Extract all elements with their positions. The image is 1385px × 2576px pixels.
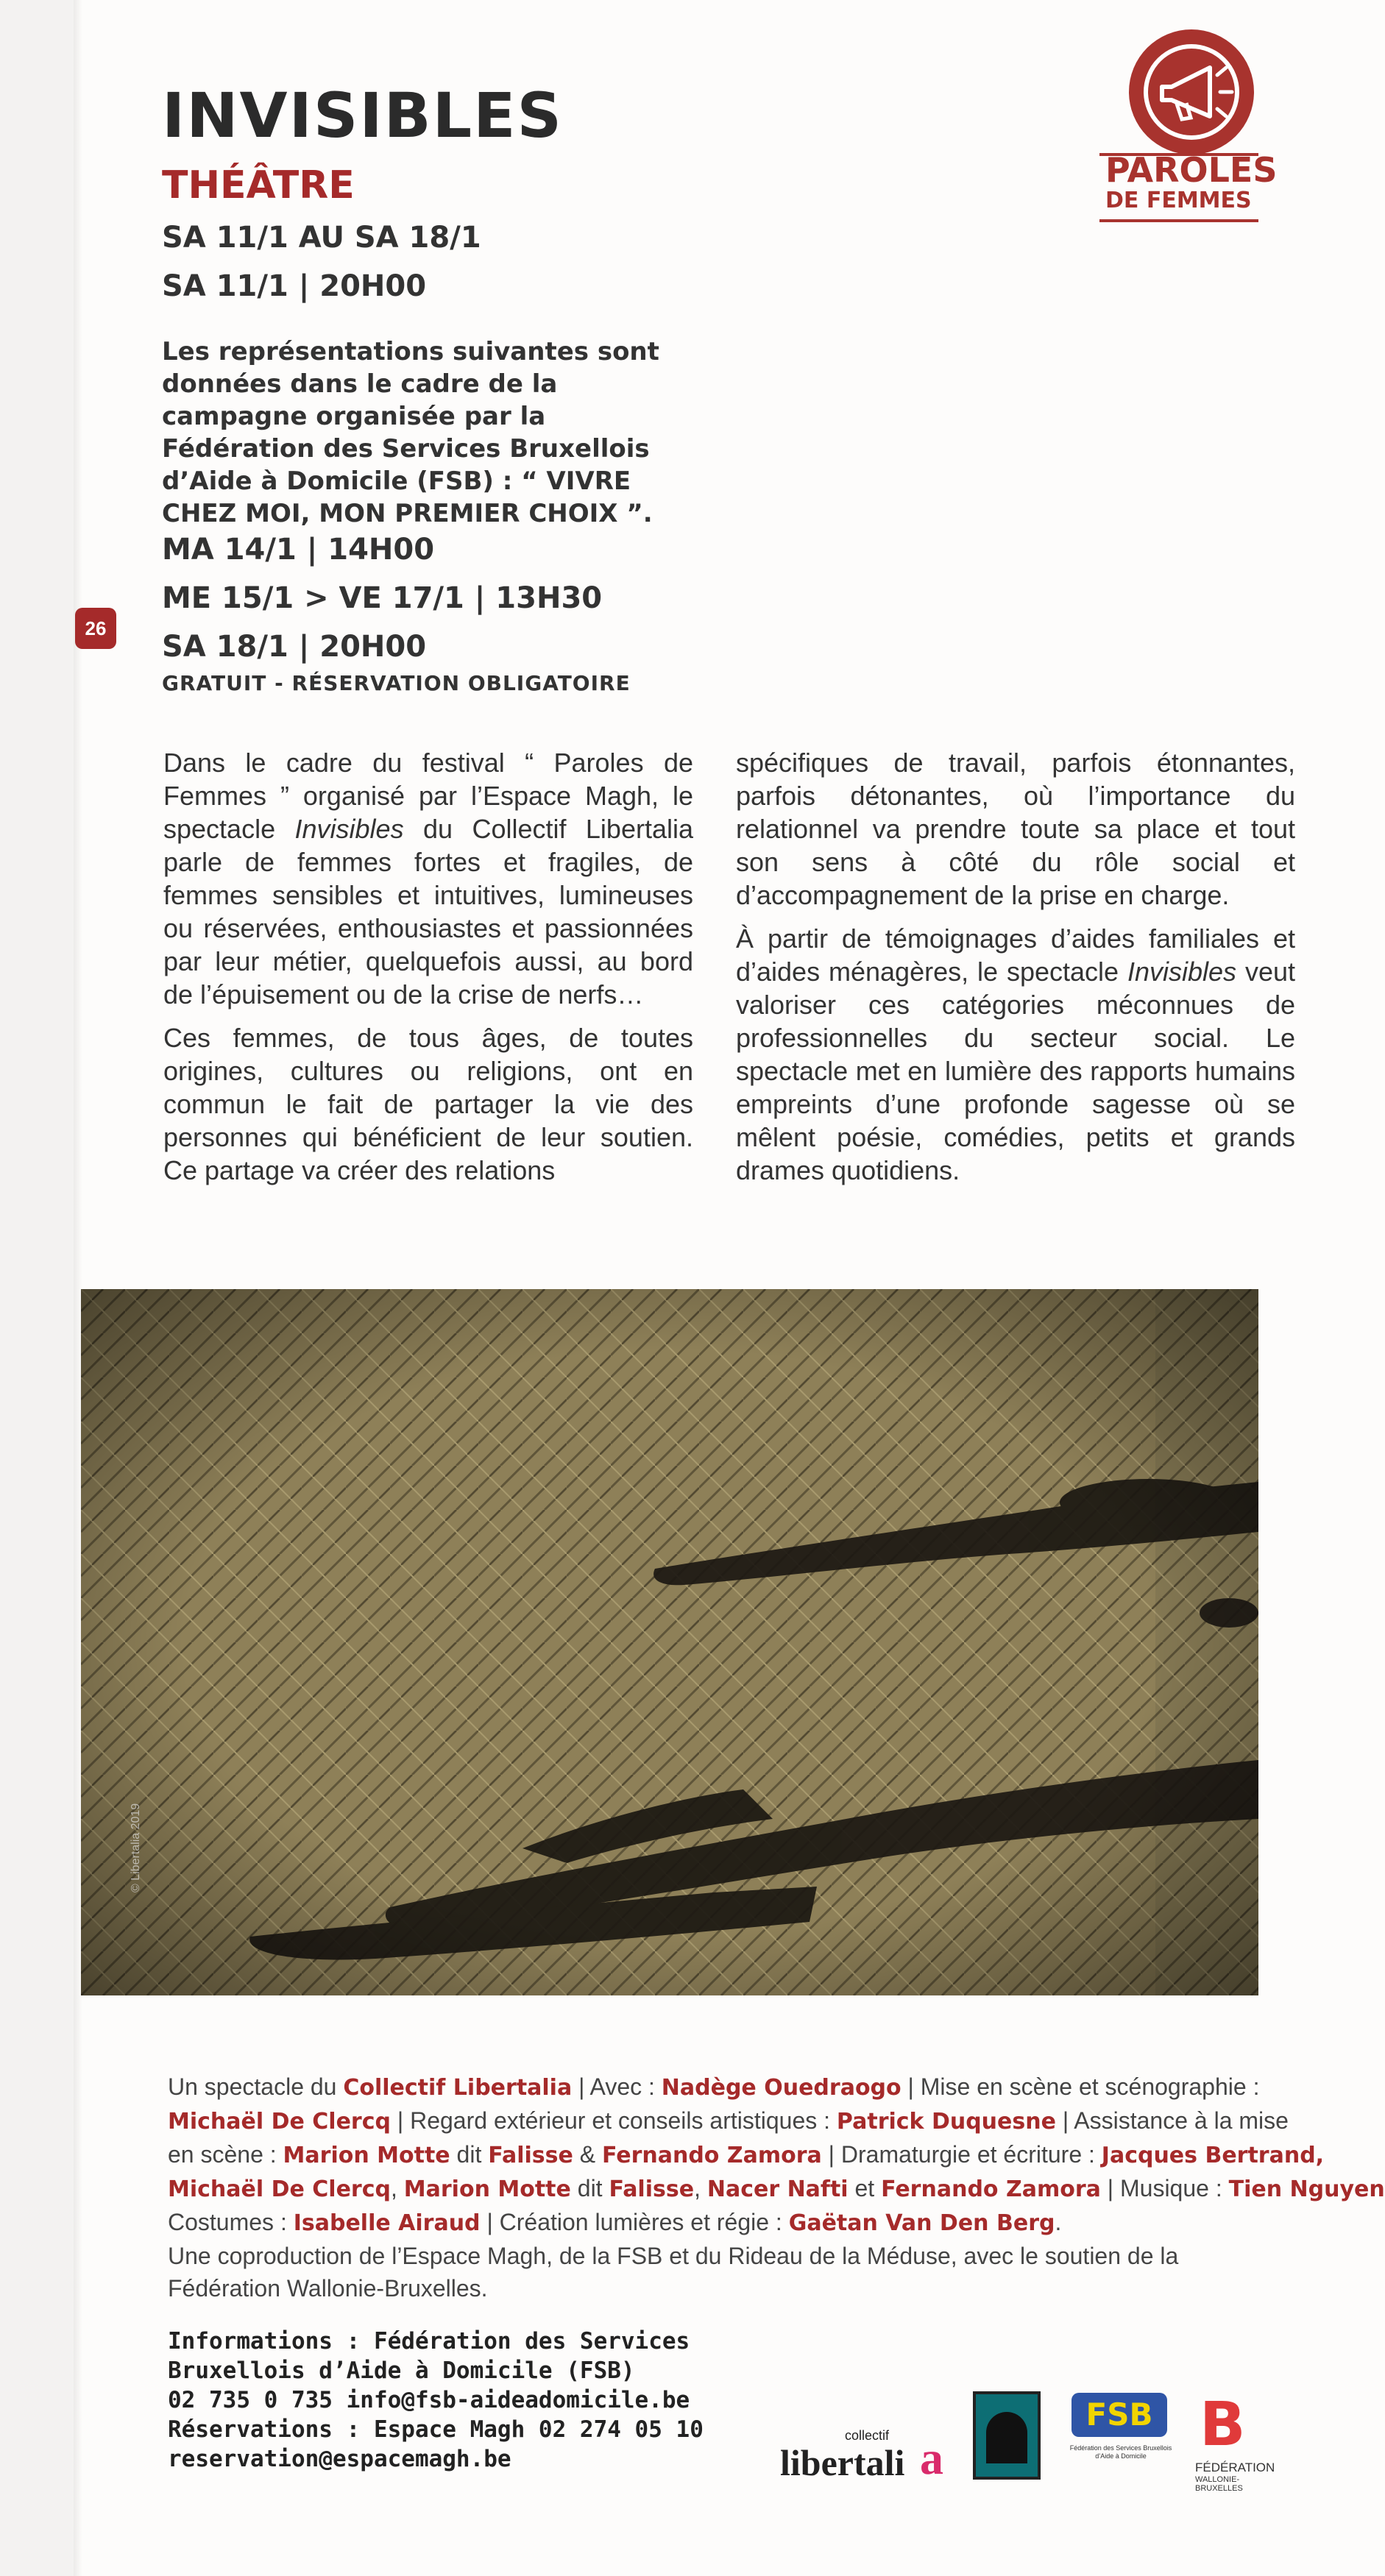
body-text: du Collectif Libertalia parle de femmes fortes et fragiles, de femmes sensibles et intuitives, lumineuses ou réservées, enthousiastes et passionnées par leur métier, quelquefois aussi, au bord de l’épuisement ou de la crise de nerfs… bbox=[163, 814, 693, 1010]
body-column-2 bbox=[736, 746, 1295, 1197]
show-genre: THÉÂTRE bbox=[162, 163, 355, 207]
credits-line: Costumes : Isabelle Airaud | Création lumières et régie : Gaëtan Van Den Berg. bbox=[168, 2209, 1062, 2236]
badge-circle bbox=[1129, 29, 1254, 155]
credits-line: Michaël De Clercq, Marion Motte dit Falisse, Nacer Nafti et Fernando Zamora | Musique : Tien Nguyen bbox=[168, 2175, 1385, 2202]
federation-wallonie-bruxelles-logo bbox=[1192, 2390, 1275, 2493]
body-paragraph bbox=[163, 746, 693, 1011]
show-title: INVISIBLES bbox=[162, 79, 563, 152]
scan-margin bbox=[0, 0, 74, 2576]
contact-info bbox=[168, 2327, 742, 2474]
fsb-logo bbox=[1066, 2393, 1176, 2481]
body-paragraph: spécifiques de travail, parfois étonnantes, parfois détonantes, où l’importance du relationnel va prendre toute sa place et tout son sens à côté du rôle social et d’accompagnement de la prise en charge. bbox=[736, 748, 1295, 910]
logo-text: a bbox=[920, 2432, 943, 2484]
session-date: ME 15/1 > VE 17/1 | 13H30 bbox=[162, 581, 603, 615]
credits-line: Un spectacle du Collectif Libertalia | Avec : Nadège Ouedraogo | Mise en scène et scénographie : bbox=[168, 2073, 1260, 2101]
logo-text: FSB bbox=[1071, 2393, 1167, 2437]
campaign-intro: Les représentations suivantes sont données dans le cadre de la campagne organisée par la Fédération des Services Bruxellois d’Aide à Domicile (FSB) : “ VIVRE CHEZ MOI, MON PREMIER CHOIX ”. bbox=[162, 337, 659, 528]
logo-text: WALLONIE-BRUXELLES bbox=[1195, 2475, 1243, 2493]
body-paragraph: Ces femmes, de tous âges, de toutes origines, cultures ou religions, ont en commun le fait de partager la vie des personnes qui bénéficient de leur soutien. Ce partage va créer des relations bbox=[163, 1023, 693, 1185]
reservation-email: reservation@espacemagh.be bbox=[168, 2446, 511, 2472]
logo-arch-shape bbox=[986, 2412, 1027, 2463]
megaphone-icon bbox=[1129, 29, 1254, 155]
show-title-italic: Invisibles bbox=[1127, 957, 1237, 987]
opening-date: SA 11/1 | 20H00 bbox=[162, 269, 427, 303]
body-paragraph bbox=[736, 922, 1295, 1187]
coproduction-line: Une coproduction de l’Espace Magh, de la FSB et du Rideau de la Méduse, avec le soutien de la bbox=[168, 2243, 1179, 2269]
logo-text: FÉDÉRATION bbox=[1195, 2460, 1275, 2474]
rideau-de-la-meduse-logo bbox=[973, 2391, 1041, 2480]
badge-text bbox=[1105, 150, 1278, 213]
body-text: Dans le cadre du festival “ Paroles de Femmes ” organisé par l’Espace Magh, le spectacle bbox=[163, 748, 693, 844]
badge-rule-bottom bbox=[1099, 219, 1258, 222]
page-edge-shadow bbox=[74, 0, 82, 2576]
phone-email-line: 02 735 0 735 info@fsb-aideadomicile.be bbox=[168, 2387, 690, 2413]
credits-line: Michaël De Clercq | Regard extérieur et conseils artistiques : Patrick Duquesne | Assistance à la mise bbox=[168, 2107, 1289, 2135]
session-date: SA 18/1 | 20H00 bbox=[162, 630, 427, 664]
session-date: MA 14/1 | 14H00 bbox=[162, 533, 435, 567]
paroles-de-femmes-badge bbox=[1099, 29, 1278, 228]
logo-caption: Fédération des Services Bruxellois d’Aide à Domicile bbox=[1069, 2444, 1172, 2460]
photo-credit: © Libertalia 2019 bbox=[130, 1803, 142, 1892]
coproduction-line: Fédération Wallonie-Bruxelles. bbox=[168, 2275, 488, 2302]
badge-line2: DE FEMMES bbox=[1105, 188, 1252, 213]
logo-text: libertali bbox=[780, 2442, 905, 2483]
page-number: 26 bbox=[75, 608, 116, 649]
shadows-photo bbox=[81, 1289, 1258, 1995]
info-line: Informations : Fédération des Services bbox=[168, 2328, 690, 2355]
logo-text: B bbox=[1200, 2390, 1246, 2460]
badge-line1: PAROLES bbox=[1105, 150, 1278, 190]
production-credits bbox=[168, 2071, 1385, 2304]
photo-image bbox=[81, 1289, 1258, 1995]
body-column-1 bbox=[163, 746, 693, 1197]
reservation-line: Réservations : Espace Magh 02 274 05 10 bbox=[168, 2416, 704, 2443]
info-line: Bruxellois d’Aide à Domicile (FSB) bbox=[168, 2357, 635, 2384]
libertalia-logo bbox=[780, 2428, 957, 2487]
body-text: veut valoriser ces catégories méconnues de professionnelles du secteur social. Le spectacle met en lumière des rapports humains empreints d’une profonde sagesse où se mêlent poésie, comédies, petits et grands drames quotidiens. bbox=[736, 957, 1295, 1185]
logo-text: collectif bbox=[845, 2428, 890, 2443]
body-text: À partir de témoignages d’aides familiales et d’aides ménagères, le spectacle bbox=[736, 923, 1295, 987]
free-reservation-note: GRATUIT - RÉSERVATION OBLIGATOIRE bbox=[162, 671, 631, 695]
date-range: SA 11/1 AU SA 18/1 bbox=[162, 221, 481, 255]
show-title-italic: Invisibles bbox=[294, 814, 404, 844]
credits-line: en scène : Marion Motte dit Falisse & Fernando Zamora | Dramaturgie et écriture : Jacques Bertrand, bbox=[168, 2141, 1325, 2168]
